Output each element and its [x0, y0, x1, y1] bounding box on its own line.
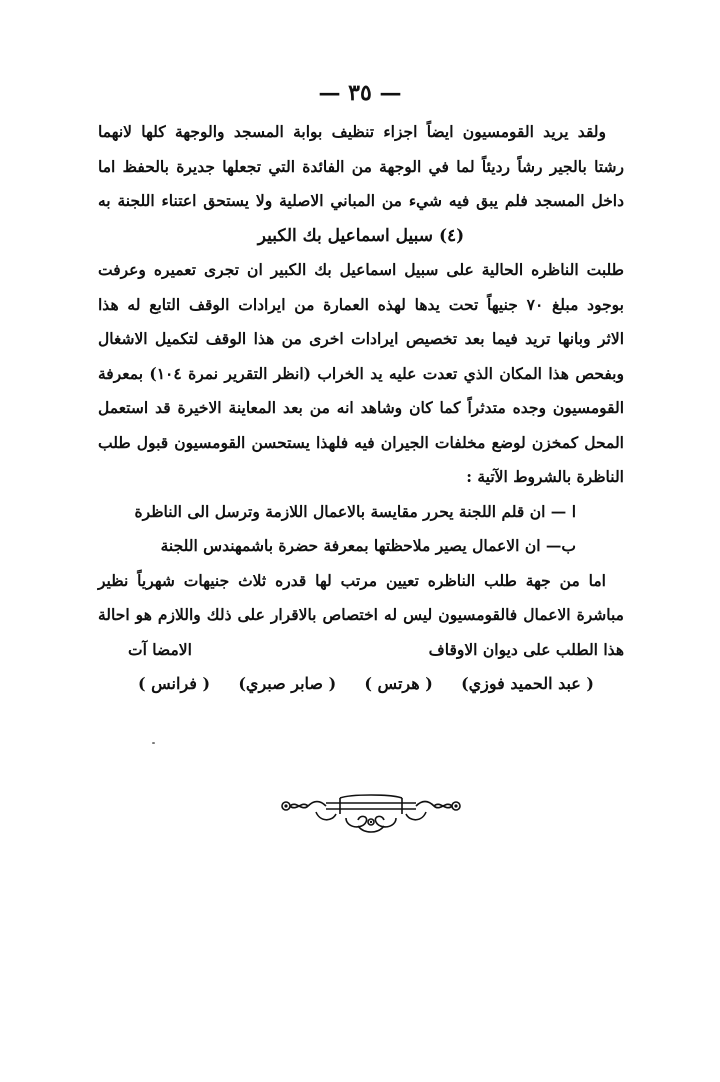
page-number: — ٣٥ — — [318, 80, 402, 106]
document-body — [98, 115, 624, 702]
text-line: مباشرة الاعمال فالقومسيون ليس له اختصاص بالاقرار على ذلك واللازم هو احالة — [98, 605, 624, 624]
text-line-with-signature-label — [98, 633, 624, 668]
condition-item: ب— ان الاعمال يصير ملاحظتها بمعرفة حضرة باشمهندس اللجنة — [160, 536, 576, 555]
text-line: وبفحص هذا المكان الذي تعدت عليه يد الخراب (انظر التقرير نمرة ١٠٤) بمعرفة — [98, 363, 624, 383]
print-speck — [152, 742, 155, 744]
text-line: اما من جهة طلب الناظره تعيين مرتب لها قدره ثلاث جنيهات شهرياً نظير — [98, 570, 606, 590]
text-line: رشتا بالجير رشاً رديئاً لما في الوجهة من الفائدة التي تجعلها جديرة بالحفظ اما — [98, 156, 624, 176]
text-line: القومسيون وجده متدثراً كما كان وشاهد انه من بعد المعاينة الاخيرة قد استعمل — [98, 398, 624, 417]
condition-item: ا — ان قلم اللجنة يحرر مقايسة بالاعمال اللازمة وترسل الى الناظرة — [134, 501, 576, 521]
text-line: ولقد يريد القومسيون ايضاً اجزاء تنظيف بوابة المسجد والوجهة كلها لانهما — [98, 122, 606, 141]
text-fragment: هذا الطلب على ديوان الاوقاف — [428, 639, 624, 659]
text-line: الاثر وبانها تريد فيما بعد تخصيص ايرادات اخرى من هذا الوقف لتكميل الاشغال — [98, 329, 624, 348]
text-line: بوجود مبلغ ٧٠ جنيهاً تحت يدها لهذه العمارة من ايرادات الوقف التابع له هذا — [98, 294, 624, 314]
signatory: ( عبد الحميد فوزي) — [461, 674, 594, 693]
decorative-ornament-icon — [276, 792, 466, 838]
text-line: المحل كمخزن لوضع مخلفات الجيران فيه فلهذا يستحسن القومسيون قبول طلب — [98, 432, 624, 452]
signatory: ( صابر صبري) — [238, 674, 337, 693]
text-line: الناظرة بالشروط الآتية : — [466, 467, 624, 486]
signatory: ( فرانس ) — [138, 674, 211, 693]
signatory: ( هرتس ) — [364, 674, 433, 693]
text-line: طلبت الناظره الحالية على سبيل اسماعيل بك الكبير ان تجرى تعميره وعرفت — [98, 260, 624, 279]
text-line: داخل المسجد فلم يبق فيه شيء من المباني الاصلية ولا يستحق اعتناء اللجنة به — [98, 191, 624, 210]
section-heading: (٤) سبيل اسماعيل بك الكبير — [257, 225, 465, 246]
signatories-row — [98, 667, 624, 702]
signatures-label: الامضا آت — [128, 639, 192, 659]
